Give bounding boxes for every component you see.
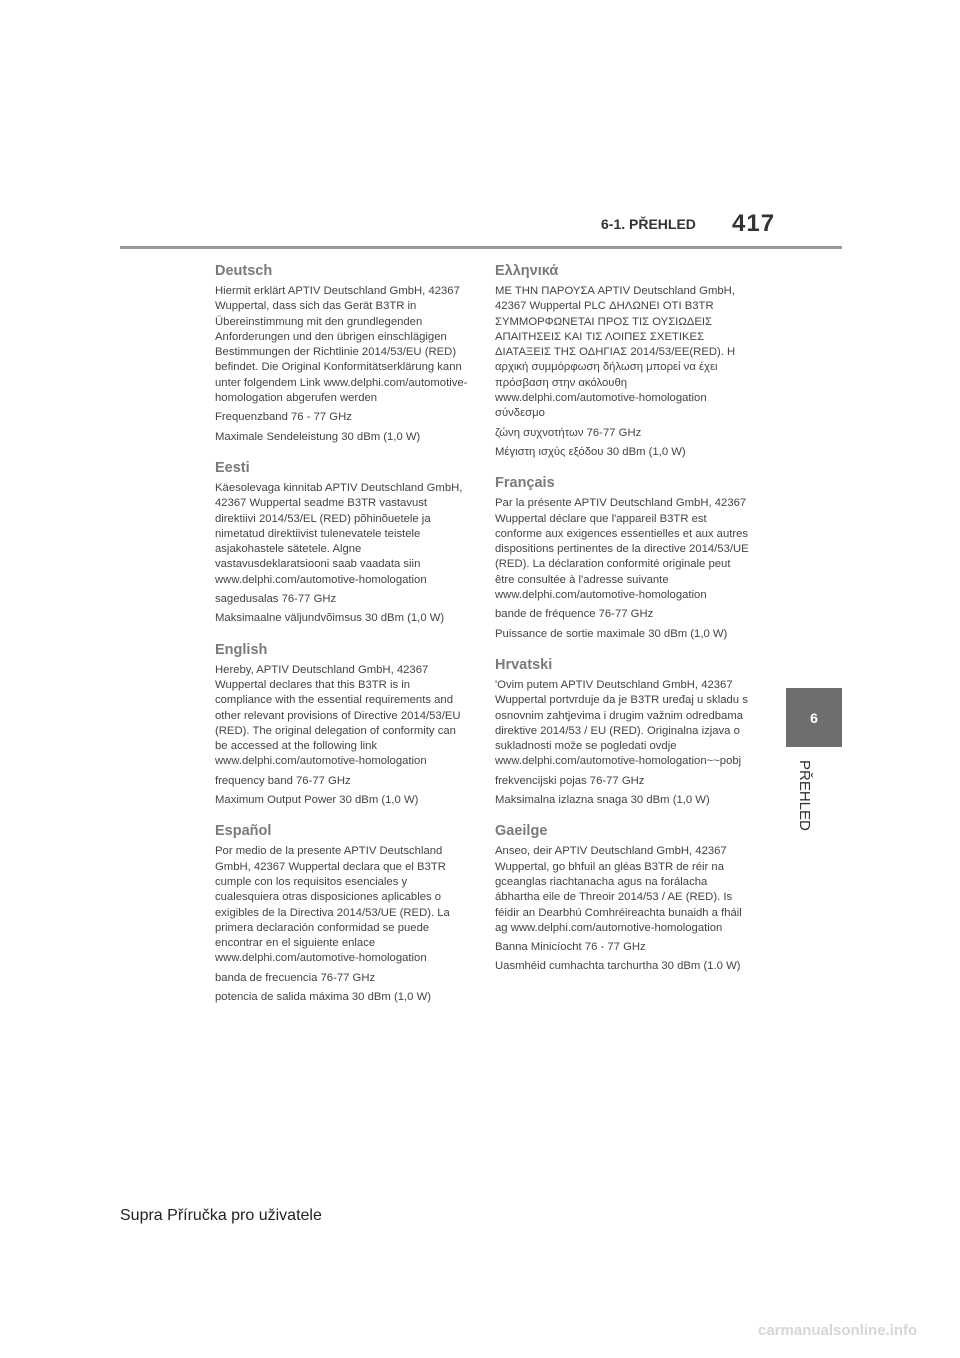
power-line: Maksimalna izlazna snaga 30 dBm (1,0 W) (495, 794, 710, 807)
frequency-line: bande de fréquence 76-77 GHz (495, 608, 654, 621)
section-gaeilge (495, 822, 749, 974)
frequency-line: banda de frecuencia 76-77 GHz (215, 971, 376, 984)
power-line: Maximum Output Power 30 dBm (1,0 W) (215, 794, 419, 807)
section-hrvatski (495, 656, 749, 808)
frequency-line: Banna Minicíocht 76 - 77 GHz (495, 941, 646, 954)
section-title-deutsch: Deutsch (215, 263, 273, 279)
section-title-espanol: Español (215, 823, 272, 840)
chapter-label: PŘEHLED (796, 760, 813, 831)
section-title-francais: Français (495, 475, 555, 492)
section-title-eesti: Eesti (215, 459, 250, 476)
power-line: Maximale Sendeleistung 30 dBm (1,0 W) (215, 430, 421, 443)
frequency-line: frekvencijski pojas 76-77 GHz (495, 774, 645, 787)
section-francais (495, 474, 749, 642)
section-body: Käesolevaga kinnitab APTIV Deutschland GmbH, 42367 Wuppertal seadme B3TR vastavust direktiivi 2014/53/EL (RED) põhinõuetele ja nimetatud direktiivist tulenevatele teistele asjakohastele sätetele. Algne vastavusdeklaratsiooni saab vaadata siin www.delphi.com/automotive-homologation (215, 481, 463, 586)
section-body: Hiermit erklärt APTIV Deutschland GmbH, 42367 Wuppertal, dass sich das Gerät B3TR in Übereinstimmung mit den grundlegenden Anforderungen und den übrigen einschlägigen Bestimmungen der Richtlinie 2014/53/EU (RED) befindet. Die Original Konformitätserklärung kann unter folgendem Link www.delphi.com/automotive-homologation abgerufen werden (215, 285, 468, 405)
section-body: Anseo, deir APTIV Deutschland GmbH, 42367 Wuppertal, go bhfuil an gléas B3TR de réir na gceanglas riachtanacha agus na forálacha ábhartha eile de Threoir 2014/53 / AE (RED). Is féidir an Dearbhú Comhréireachta bunaidh a fháil ag www.delphi.com/automotive-homologation (495, 845, 742, 934)
section-title-greek: Ελληνικά (495, 263, 559, 279)
section-english (215, 641, 469, 809)
section-title-gaeilge: Gaeilge (495, 823, 548, 840)
header-divider (120, 246, 842, 249)
frequency-line: ζώνη συχνοτήτων 76-77 GHz (495, 426, 642, 439)
section-deutsch (215, 262, 469, 445)
power-line: Maksimaalne väljundvõimsus 30 dBm (1,0 W) (215, 612, 445, 625)
section-title-hrvatski: Hrvatski (495, 656, 553, 673)
left-column (215, 262, 469, 1019)
section-title: 6-1. PŘEHLED (601, 216, 696, 232)
section-eesti (215, 459, 469, 627)
frequency-line: Frequenzband 76 - 77 GHz (215, 411, 352, 424)
frequency-line: frequency band 76-77 GHz (215, 774, 351, 787)
power-line: Puissance de sortie maximale 30 dBm (1,0 W) (495, 627, 728, 640)
power-line: potencia de salida máxima 30 dBm (1,0 W) (215, 990, 431, 1003)
footer-manual-title: Supra Příručka pro uživatele (120, 1207, 322, 1224)
chapter-number: 6 (810, 709, 818, 726)
frequency-line: sagedusalas 76-77 GHz (215, 593, 337, 606)
watermark: carmanualsonline.info (758, 1322, 918, 1339)
section-body: Hereby, APTIV Deutschland GmbH, 42367 Wuppertal declares that this B3TR is in compliance with the essential requirements and other relevant provisions of Directive 2014/53/EU (RED). The original delegation of conformity can be accessed at the following link www.delphi.com/automotive-homologation (215, 663, 461, 768)
section-greek (495, 262, 749, 460)
section-espanol (215, 822, 469, 1005)
section-body: 'Ovim putem APTIV Deutschland GmbH, 42367 Wuppertal portvrduje da je B3TR uređaj u skladu s osnovnim zahtjevima i drugim važnim odredbama direktive 2014/53 / EU (RED). Originalna izjava o sukladnosti može se pogledati ovdje www.delphi.com/automotive-homologation~~pobj (495, 678, 748, 768)
right-column (495, 262, 749, 989)
section-title-english: English (215, 641, 268, 658)
page-number: 417 (732, 210, 776, 237)
section-body: Par la présente APTIV Deutschland GmbH, 42367 Wuppertal déclare que l'appareil B3TR est conforme aux exigences essentielles et aux autres dispositions pertinentes de la directive 2014/53/UE (RED). La déclaration conformité originale peut être consultée à l'adresse suivante www.delphi.com/automotive-homologation (495, 497, 749, 602)
power-line: Uasmhéid cumhachta tarchurtha 30 dBm (1.0 W) (495, 960, 741, 973)
section-body: Por medio de la presente APTIV Deutschland GmbH, 42367 Wuppertal declara que el B3TR cumple con los requisitos esenciales y cualesquiera otras disposiciones aplicables o exigibles de la Directiva 2014/53/UE (RED). La primera declaración conformidad se puede encontrar en el siguiente enlace www.delphi.com/automotive-homologation (215, 845, 450, 965)
section-body: ΜΕ ΤΗΝ ΠΑΡΟΥΣΑ APTIV Deutschland GmbH, 42367 Wuppertal PLC ΔΗΛΩΝΕΙ ΟΤΙ B3TR ΣΥΜΜΟΡΦΩΝΕΤΑΙ ΠΡΟΣ ΤΙΣ ΟΥΣΙΩΔΕΙΣ ΑΠΑΙΤΗΣΕΙΣ ΚΑΙ ΤΙΣ ΛΟΙΠΕΣ ΣΧΕΤΙΚΕΣ ΔΙΑΤΑΞΕΙΣ ΤΗΣ ΟΔΗΓΙΑΣ 2014/53/ΕΕ(RED). Η αρχική συμμόρφωση δήλωση μπορεί να έχει πρόσβαση στην ακόλουθη www.delphi.com/automotive-homologation σύνδεσμο (495, 285, 736, 420)
chapter-tab (786, 688, 842, 747)
power-line: Μέγιστη ισχύς εξόδου 30 dBm (1,0 W) (495, 445, 686, 458)
